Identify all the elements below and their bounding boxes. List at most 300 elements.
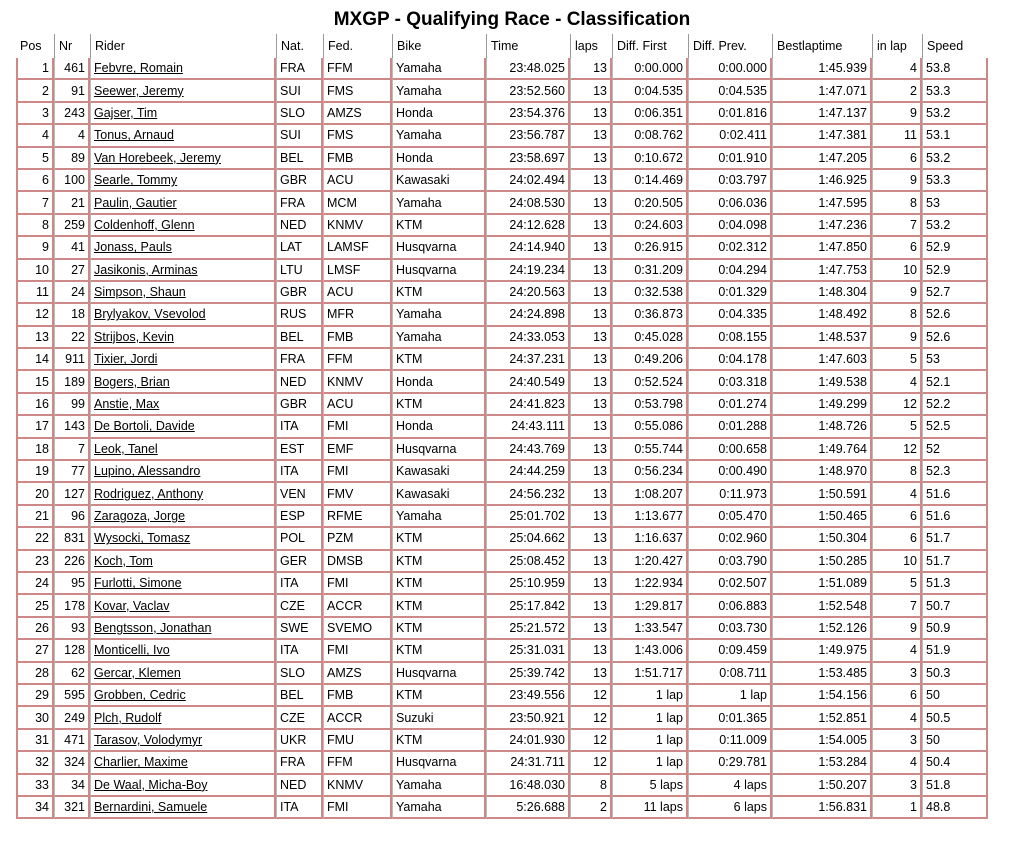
cell-diff-prev: 0:01.365 — [688, 707, 772, 729]
cell-diff-first: 1:16.637 — [612, 528, 688, 550]
cell-laps: 12 — [570, 752, 612, 774]
cell-in-lap: 4 — [872, 707, 922, 729]
cell-laps: 13 — [570, 282, 612, 304]
cell-rider[interactable]: Koch, Tom — [90, 551, 276, 573]
cell-diff-first: 1:29.817 — [612, 595, 688, 617]
cell-nat: FRA — [276, 752, 323, 774]
cell-diff-first: 0:32.538 — [612, 282, 688, 304]
cell-nr: 911 — [54, 349, 90, 371]
header-nat: Nat. — [276, 34, 323, 58]
cell-diff-first: 1 lap — [612, 730, 688, 752]
cell-diff-first: 0:24.603 — [612, 215, 688, 237]
cell-diff-first: 0:10.672 — [612, 148, 688, 170]
cell-rider[interactable]: Rodriguez, Anthony — [90, 483, 276, 505]
table-row — [16, 349, 988, 371]
table-row — [16, 707, 988, 729]
cell-in-lap: 9 — [872, 618, 922, 640]
cell-speed: 52.1 — [922, 371, 988, 393]
table-row — [16, 260, 988, 282]
cell-rider[interactable]: Kovar, Vaclav — [90, 595, 276, 617]
cell-pos: 31 — [16, 730, 54, 752]
cell-fed: ACU — [323, 170, 392, 192]
cell-nat: BEL — [276, 327, 323, 349]
table-row — [16, 752, 988, 774]
cell-nat: SLO — [276, 103, 323, 125]
cell-rider[interactable]: Grobben, Cedric — [90, 685, 276, 707]
cell-diff-prev: 0:04.294 — [688, 260, 772, 282]
cell-fed: FFM — [323, 752, 392, 774]
cell-fed: ACCR — [323, 707, 392, 729]
cell-time: 5:26.688 — [486, 797, 570, 819]
cell-pos: 10 — [16, 260, 54, 282]
cell-speed: 53.1 — [922, 125, 988, 147]
cell-nat: GBR — [276, 394, 323, 416]
cell-rider[interactable]: Febvre, Romain — [90, 58, 276, 80]
cell-pos: 20 — [16, 483, 54, 505]
cell-rider[interactable]: Bernardini, Samuele — [90, 797, 276, 819]
cell-in-lap: 11 — [872, 125, 922, 147]
table-row — [16, 618, 988, 640]
cell-time: 24:02.494 — [486, 170, 570, 192]
cell-time: 23:56.787 — [486, 125, 570, 147]
cell-fed: MCM — [323, 192, 392, 214]
cell-speed: 52.5 — [922, 416, 988, 438]
cell-bike: Yamaha — [392, 80, 486, 102]
cell-fed: FMI — [323, 797, 392, 819]
cell-bike: Yamaha — [392, 58, 486, 80]
header-bestlaptime: Bestlaptime — [772, 34, 872, 58]
cell-nr: 595 — [54, 685, 90, 707]
cell-bike: Honda — [392, 103, 486, 125]
cell-pos: 15 — [16, 371, 54, 393]
cell-laps: 13 — [570, 573, 612, 595]
cell-pos: 33 — [16, 775, 54, 797]
cell-in-lap: 7 — [872, 215, 922, 237]
cell-rider[interactable]: Charlier, Maxime — [90, 752, 276, 774]
cell-nr: 100 — [54, 170, 90, 192]
cell-speed: 53 — [922, 192, 988, 214]
cell-nr: 831 — [54, 528, 90, 550]
cell-laps: 13 — [570, 506, 612, 528]
cell-nr: 189 — [54, 371, 90, 393]
table-row — [16, 125, 988, 147]
table-row — [16, 58, 988, 80]
cell-bike: Kawasaki — [392, 170, 486, 192]
cell-speed: 50.3 — [922, 663, 988, 685]
cell-diff-prev: 6 laps — [688, 797, 772, 819]
cell-in-lap: 8 — [872, 461, 922, 483]
page-title: MXGP - Qualifying Race - Classification — [333, 9, 691, 30]
cell-in-lap: 3 — [872, 775, 922, 797]
cell-bestlaptime: 1:52.126 — [772, 618, 872, 640]
table-row — [16, 483, 988, 505]
cell-speed: 50 — [922, 730, 988, 752]
cell-speed: 53.8 — [922, 58, 988, 80]
cell-bike: KTM — [392, 640, 486, 662]
cell-speed: 51.3 — [922, 573, 988, 595]
cell-diff-prev: 0:01.910 — [688, 148, 772, 170]
cell-laps: 13 — [570, 170, 612, 192]
cell-in-lap: 9 — [872, 327, 922, 349]
cell-diff-prev: 0:04.098 — [688, 215, 772, 237]
cell-speed: 48.8 — [922, 797, 988, 819]
table-row — [16, 528, 988, 550]
cell-diff-first: 0:26.915 — [612, 237, 688, 259]
header-row — [16, 34, 988, 58]
table-body — [16, 58, 988, 819]
cell-bestlaptime: 1:50.304 — [772, 528, 872, 550]
cell-diff-first: 1:51.717 — [612, 663, 688, 685]
cell-laps: 13 — [570, 349, 612, 371]
cell-pos: 32 — [16, 752, 54, 774]
cell-in-lap: 3 — [872, 663, 922, 685]
cell-bike: Yamaha — [392, 506, 486, 528]
cell-rider[interactable]: Zaragoza, Jorge — [90, 506, 276, 528]
cell-laps: 13 — [570, 237, 612, 259]
cell-speed: 50 — [922, 685, 988, 707]
cell-bestlaptime: 1:54.156 — [772, 685, 872, 707]
cell-laps: 12 — [570, 685, 612, 707]
cell-fed: FMI — [323, 640, 392, 662]
cell-bestlaptime: 1:47.071 — [772, 80, 872, 102]
cell-rider[interactable]: Gercar, Klemen — [90, 663, 276, 685]
cell-diff-prev: 0:00.490 — [688, 461, 772, 483]
cell-time: 24:12.628 — [486, 215, 570, 237]
cell-fed: KNMV — [323, 775, 392, 797]
cell-bike: Suzuki — [392, 707, 486, 729]
cell-nat: ITA — [276, 640, 323, 662]
cell-fed: ACU — [323, 394, 392, 416]
cell-time: 23:58.697 — [486, 148, 570, 170]
cell-diff-prev: 0:03.730 — [688, 618, 772, 640]
header-diff-prev: Diff. Prev. — [688, 34, 772, 58]
cell-fed: FMB — [323, 327, 392, 349]
cell-pos: 24 — [16, 573, 54, 595]
cell-bike: KTM — [392, 618, 486, 640]
cell-laps: 13 — [570, 125, 612, 147]
cell-rider[interactable]: Tarasov, Volodymyr — [90, 730, 276, 752]
cell-nat: FRA — [276, 58, 323, 80]
cell-rider[interactable]: Anstie, Max — [90, 394, 276, 416]
cell-speed: 53.2 — [922, 215, 988, 237]
cell-pos: 16 — [16, 394, 54, 416]
cell-diff-prev: 0:04.335 — [688, 304, 772, 326]
cell-rider[interactable]: Monticelli, Ivo — [90, 640, 276, 662]
cell-speed: 52.9 — [922, 260, 988, 282]
cell-speed: 50.7 — [922, 595, 988, 617]
cell-diff-first: 1:13.677 — [612, 506, 688, 528]
cell-time: 24:08.530 — [486, 192, 570, 214]
cell-in-lap: 4 — [872, 640, 922, 662]
cell-diff-prev: 0:29.781 — [688, 752, 772, 774]
table-row — [16, 685, 988, 707]
cell-rider[interactable]: Bogers, Brian — [90, 371, 276, 393]
cell-fed: FMU — [323, 730, 392, 752]
cell-diff-prev: 0:02.507 — [688, 573, 772, 595]
cell-laps: 8 — [570, 775, 612, 797]
cell-in-lap: 6 — [872, 506, 922, 528]
cell-time: 23:50.921 — [486, 707, 570, 729]
cell-nat: GBR — [276, 170, 323, 192]
cell-rider[interactable]: Coldenhoff, Glenn — [90, 215, 276, 237]
table-row — [16, 797, 988, 819]
cell-time: 23:54.376 — [486, 103, 570, 125]
cell-bestlaptime: 1:46.925 — [772, 170, 872, 192]
cell-diff-first: 5 laps — [612, 775, 688, 797]
cell-time: 24:33.053 — [486, 327, 570, 349]
cell-fed: AMZS — [323, 103, 392, 125]
cell-speed: 51.8 — [922, 775, 988, 797]
cell-rider[interactable]: Paulin, Gautier — [90, 192, 276, 214]
cell-nr: 24 — [54, 282, 90, 304]
cell-time: 24:41.823 — [486, 394, 570, 416]
cell-time: 23:48.025 — [486, 58, 570, 80]
cell-bike: Husqvarna — [392, 663, 486, 685]
cell-nat: SUI — [276, 125, 323, 147]
cell-in-lap: 5 — [872, 349, 922, 371]
cell-bestlaptime: 1:48.492 — [772, 304, 872, 326]
cell-diff-first: 0:55.744 — [612, 439, 688, 461]
cell-time: 16:48.030 — [486, 775, 570, 797]
cell-diff-prev: 0:04.535 — [688, 80, 772, 102]
cell-laps: 12 — [570, 707, 612, 729]
cell-pos: 13 — [16, 327, 54, 349]
cell-nat: UKR — [276, 730, 323, 752]
cell-diff-first: 1:22.934 — [612, 573, 688, 595]
cell-bestlaptime: 1:50.207 — [772, 775, 872, 797]
cell-rider[interactable]: Wysocki, Tomasz — [90, 528, 276, 550]
cell-diff-first: 0:52.524 — [612, 371, 688, 393]
cell-nr: 249 — [54, 707, 90, 729]
cell-diff-first: 0:36.873 — [612, 304, 688, 326]
cell-rider[interactable]: Brylyakov, Vsevolod — [90, 304, 276, 326]
cell-pos: 8 — [16, 215, 54, 237]
cell-rider[interactable]: Bengtsson, Jonathan — [90, 618, 276, 640]
cell-pos: 34 — [16, 797, 54, 819]
cell-time: 25:01.702 — [486, 506, 570, 528]
table-row — [16, 730, 988, 752]
cell-rider[interactable]: Jasikonis, Arminas — [90, 260, 276, 282]
cell-nat: FRA — [276, 349, 323, 371]
cell-diff-first: 1 lap — [612, 752, 688, 774]
cell-in-lap: 5 — [872, 573, 922, 595]
cell-bestlaptime: 1:47.236 — [772, 215, 872, 237]
cell-rider[interactable]: Searle, Tommy — [90, 170, 276, 192]
cell-time: 24:31.711 — [486, 752, 570, 774]
cell-fed: FMI — [323, 416, 392, 438]
cell-time: 25:04.662 — [486, 528, 570, 550]
cell-speed: 51.7 — [922, 528, 988, 550]
cell-pos: 19 — [16, 461, 54, 483]
cell-bestlaptime: 1:51.089 — [772, 573, 872, 595]
cell-pos: 30 — [16, 707, 54, 729]
cell-bestlaptime: 1:48.304 — [772, 282, 872, 304]
cell-diff-first: 11 laps — [612, 797, 688, 819]
cell-nr: 99 — [54, 394, 90, 416]
table-row — [16, 775, 988, 797]
cell-fed: FFM — [323, 349, 392, 371]
cell-in-lap: 9 — [872, 170, 922, 192]
cell-bestlaptime: 1:49.764 — [772, 439, 872, 461]
cell-in-lap: 4 — [872, 371, 922, 393]
cell-diff-first: 0:20.505 — [612, 192, 688, 214]
table-row — [16, 595, 988, 617]
cell-bike: Yamaha — [392, 775, 486, 797]
cell-speed: 53.3 — [922, 80, 988, 102]
cell-bestlaptime: 1:54.005 — [772, 730, 872, 752]
cell-speed: 52 — [922, 439, 988, 461]
cell-laps: 13 — [570, 103, 612, 125]
cell-bike: KTM — [392, 551, 486, 573]
cell-diff-first: 1:43.006 — [612, 640, 688, 662]
cell-bike: KTM — [392, 685, 486, 707]
cell-rider[interactable]: Tixier, Jordi — [90, 349, 276, 371]
cell-nr: 461 — [54, 58, 90, 80]
cell-laps: 13 — [570, 640, 612, 662]
cell-bike: Yamaha — [392, 304, 486, 326]
cell-time: 24:14.940 — [486, 237, 570, 259]
cell-rider[interactable]: Furlotti, Simone — [90, 573, 276, 595]
cell-fed: FMI — [323, 573, 392, 595]
cell-rider[interactable]: Leok, Tanel — [90, 439, 276, 461]
table-row — [16, 103, 988, 125]
cell-rider[interactable]: Tonus, Arnaud — [90, 125, 276, 147]
cell-nr: 34 — [54, 775, 90, 797]
cell-nr: 95 — [54, 573, 90, 595]
cell-diff-first: 1:20.427 — [612, 551, 688, 573]
cell-nr: 7 — [54, 439, 90, 461]
cell-speed: 51.9 — [922, 640, 988, 662]
cell-time: 24:43.111 — [486, 416, 570, 438]
cell-pos: 23 — [16, 551, 54, 573]
cell-nat: LTU — [276, 260, 323, 282]
cell-fed: LAMSF — [323, 237, 392, 259]
cell-time: 23:49.556 — [486, 685, 570, 707]
cell-bestlaptime: 1:49.299 — [772, 394, 872, 416]
cell-pos: 4 — [16, 125, 54, 147]
cell-diff-first: 0:49.206 — [612, 349, 688, 371]
cell-laps: 13 — [570, 439, 612, 461]
cell-diff-prev: 0:02.312 — [688, 237, 772, 259]
cell-fed: FFM — [323, 58, 392, 80]
cell-laps: 13 — [570, 416, 612, 438]
cell-pos: 7 — [16, 192, 54, 214]
cell-in-lap: 12 — [872, 439, 922, 461]
cell-diff-first: 1 lap — [612, 685, 688, 707]
cell-pos: 2 — [16, 80, 54, 102]
cell-nr: 4 — [54, 125, 90, 147]
cell-rider[interactable]: De Waal, Micha-Boy — [90, 775, 276, 797]
cell-diff-prev: 0:01.274 — [688, 394, 772, 416]
cell-bestlaptime: 1:50.591 — [772, 483, 872, 505]
cell-bestlaptime: 1:47.381 — [772, 125, 872, 147]
cell-in-lap: 4 — [872, 483, 922, 505]
cell-nr: 96 — [54, 506, 90, 528]
cell-nat: POL — [276, 528, 323, 550]
cell-rider[interactable]: Strijbos, Kevin — [90, 327, 276, 349]
cell-nr: 243 — [54, 103, 90, 125]
cell-speed: 50.5 — [922, 707, 988, 729]
table-row — [16, 282, 988, 304]
cell-rider[interactable]: Van Horebeek, Jeremy — [90, 148, 276, 170]
cell-rider[interactable]: Simpson, Shaun — [90, 282, 276, 304]
cell-bike: Kawasaki — [392, 461, 486, 483]
cell-bike: Kawasaki — [392, 483, 486, 505]
cell-bestlaptime: 1:52.851 — [772, 707, 872, 729]
cell-fed: RFME — [323, 506, 392, 528]
table-row — [16, 371, 988, 393]
cell-fed: FMV — [323, 483, 392, 505]
cell-pos: 14 — [16, 349, 54, 371]
cell-rider[interactable]: De Bortoli, Davide — [90, 416, 276, 438]
cell-fed: EMF — [323, 439, 392, 461]
cell-pos: 5 — [16, 148, 54, 170]
cell-bike: Honda — [392, 148, 486, 170]
cell-diff-prev: 0:03.797 — [688, 170, 772, 192]
cell-in-lap: 8 — [872, 192, 922, 214]
cell-nat: ITA — [276, 461, 323, 483]
table-row — [16, 551, 988, 573]
cell-rider[interactable]: Plch, Rudolf — [90, 707, 276, 729]
cell-speed: 53.2 — [922, 148, 988, 170]
cell-time: 23:52.560 — [486, 80, 570, 102]
cell-laps: 13 — [570, 663, 612, 685]
cell-nr: 27 — [54, 260, 90, 282]
cell-laps: 13 — [570, 192, 612, 214]
cell-bike: KTM — [392, 349, 486, 371]
cell-bestlaptime: 1:52.548 — [772, 595, 872, 617]
cell-nat: GBR — [276, 282, 323, 304]
cell-speed: 53.2 — [922, 103, 988, 125]
cell-nat: ITA — [276, 797, 323, 819]
cell-speed: 52.6 — [922, 327, 988, 349]
cell-diff-prev: 0:02.960 — [688, 528, 772, 550]
cell-time: 24:56.232 — [486, 483, 570, 505]
cell-bike: Yamaha — [392, 327, 486, 349]
cell-diff-prev: 1 lap — [688, 685, 772, 707]
classification-table — [16, 34, 988, 819]
cell-laps: 13 — [570, 618, 612, 640]
cell-nat: ITA — [276, 416, 323, 438]
cell-bike: Husqvarna — [392, 237, 486, 259]
cell-diff-first: 0:56.234 — [612, 461, 688, 483]
cell-rider[interactable]: Jonass, Pauls — [90, 237, 276, 259]
cell-diff-prev: 0:09.459 — [688, 640, 772, 662]
cell-nat: NED — [276, 371, 323, 393]
cell-laps: 13 — [570, 80, 612, 102]
cell-fed: FMB — [323, 148, 392, 170]
cell-diff-prev: 0:06.883 — [688, 595, 772, 617]
cell-pos: 11 — [16, 282, 54, 304]
cell-time: 24:20.563 — [486, 282, 570, 304]
cell-in-lap: 10 — [872, 260, 922, 282]
cell-nat: VEN — [276, 483, 323, 505]
cell-speed: 52.7 — [922, 282, 988, 304]
header-diff-first: Diff. First — [612, 34, 688, 58]
cell-bestlaptime: 1:48.970 — [772, 461, 872, 483]
cell-speed: 50.9 — [922, 618, 988, 640]
cell-time: 25:08.452 — [486, 551, 570, 573]
cell-fed: ACCR — [323, 595, 392, 617]
cell-pos: 1 — [16, 58, 54, 80]
cell-fed: PZM — [323, 528, 392, 550]
cell-rider[interactable]: Gajser, Tim — [90, 103, 276, 125]
cell-rider[interactable]: Lupino, Alessandro — [90, 461, 276, 483]
cell-rider[interactable]: Seewer, Jeremy — [90, 80, 276, 102]
cell-in-lap: 1 — [872, 797, 922, 819]
cell-laps: 13 — [570, 148, 612, 170]
cell-pos: 29 — [16, 685, 54, 707]
